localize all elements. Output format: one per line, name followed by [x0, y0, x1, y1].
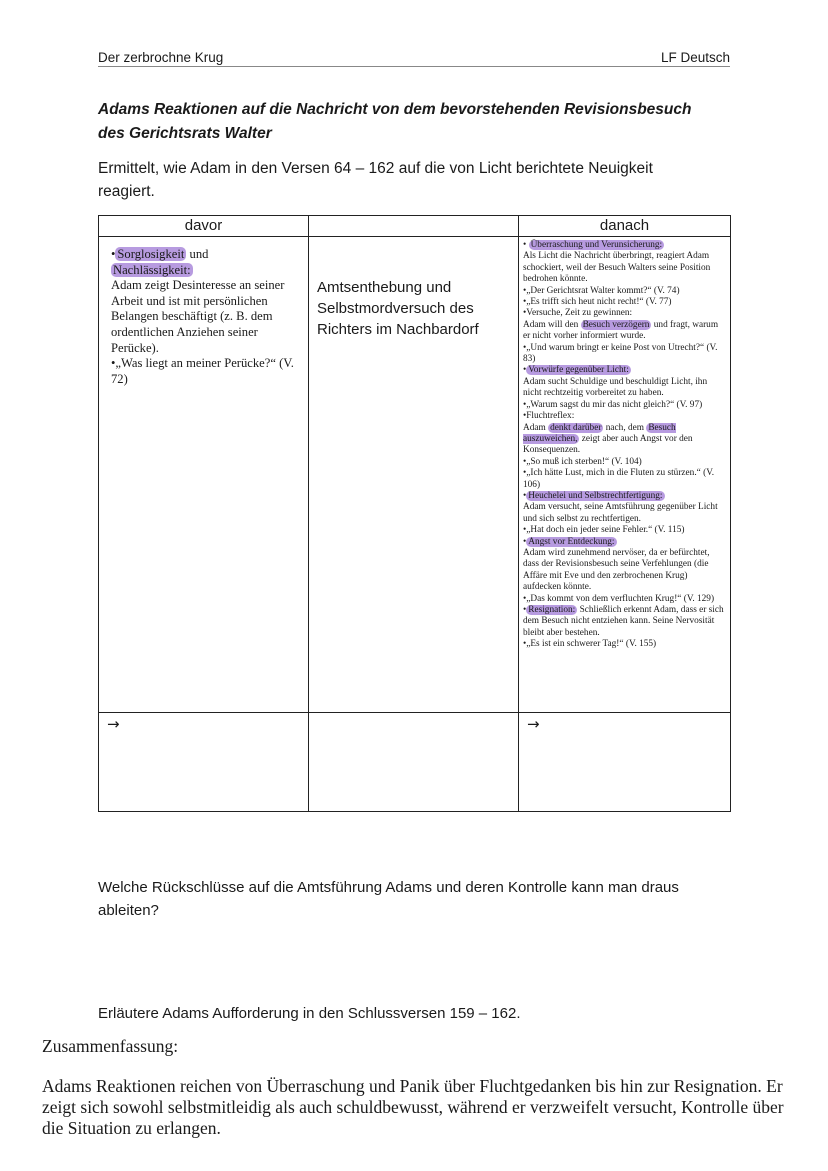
task-line-1: Ermittelt, wie Adam in den Versen 64 – 162 auf die von Licht berichtete Neuigkeit [98, 160, 653, 177]
cell-middle [309, 237, 519, 713]
flucht-text-b: nach, dem [605, 422, 644, 433]
quote-v115: •„Hat doch ein jeder seine Fehler.“ (V. 115) [523, 525, 685, 536]
highlight-sorglosigkeit: Sorglosigkeit [117, 247, 185, 261]
middle-line-1: Amtsenthebung und [317, 279, 452, 296]
ueberraschung-text: Als Licht die Nachricht überbringt, reagiert Adam schockiert, weil der Besuch Walters seine Position bedrohen könnte. [523, 251, 711, 285]
arrow-cell-middle [309, 713, 519, 812]
question-final-verses: Erläutere Adams Aufforderung in den Schlussversen 159 – 162. [98, 1005, 521, 1022]
resignation-text: Schließlich erkennt Adam, dass er sich dem Besuch nicht entziehen kann. Seine Nervosität bleibt aber bestehen. [523, 605, 724, 638]
highlight-nachlaessigkeit: Nachlässigkeit: [113, 262, 191, 277]
fluchtreflex-heading: •Fluchtreflex: [523, 411, 575, 422]
versuche-heading: •Versuche, Zeit zu gewinnen: [523, 308, 633, 319]
arrow-cell-left [99, 713, 309, 812]
versuche-text-b: und fragt, warum er nicht vorher informiert wurde. [523, 319, 719, 342]
page-header [98, 50, 730, 67]
quote-v77: •„Es trifft sich heut nicht recht!“ (V. 77) [523, 297, 672, 308]
highlight-ueberraschung: Überraschung und Verunsicherung: [530, 240, 663, 250]
arrow-cell-right [519, 713, 731, 812]
versuche-text-a: Adam will den [523, 319, 579, 330]
reaction-table [98, 215, 731, 812]
highlight-heuchelei: Heuchelei und Selbstrechtfertigung: [528, 490, 663, 501]
heuchelei-text: Adam versucht, seine Amtsführung gegenüber Licht und sich selbst zu rechtfertigen. [523, 502, 718, 524]
highlight-vorwuerfe: Vorwürfe gegenüber Licht: [528, 365, 629, 376]
angst-text: Adam wird zunehmend nervöser, da er befürchtet, dass der Revisionsbesuch seine Verfehlungen (die Affäre mit Eve und den zerbrochenen Krug) aufdecken könnte. [523, 547, 710, 593]
flucht-text-a: Adam [523, 422, 546, 433]
question-conclusions [98, 876, 738, 922]
header-title: Der zerbrochne Krug [98, 50, 224, 65]
question1-line-1: Welche Rückschlüsse auf die Amtsführung Adams und deren Kontrolle kann man draus [98, 879, 679, 896]
text-und: und [186, 247, 209, 261]
title-line-1: Adams Reaktionen auf die Nachricht von dem bevorstehenden Revisionsbesuch [98, 101, 692, 118]
worksheet-title [98, 98, 730, 146]
quote-v106: •„Ich hätte Lust, mich in die Fluten zu stürzen.“ (V. 106) [523, 468, 715, 490]
middle-line-2: Selbstmordversuch des [317, 300, 474, 317]
column-header-danach: danach [519, 216, 731, 237]
cell-danach: • Überraschung und Verunsicherung: Als Licht die Nachricht überbringt, reagiert Adam schockiert, weil der Besuch Walters seine Position bedrohen könnte. •„Der Gerichtsrat Walter kommt?“ (V. 74) •„Es trifft sich heut nicht recht!“ (V. 77) •Versuche, Zeit zu gewinnen: Adam will den Besuch verzögern und fragt, warum er nicht vorher informiert wurde. •„Und warum bringt er keine Post von Utrecht?“ (V. 83) • Vorwürfe gegenüber Licht: Adam sucht Schuldige und beschuldigt Licht, ihn nicht rechtzeitig vorbereitet zu haben. •„Warum sagst du mir das nicht gleich?“ (V. 97) •Fluchtreflex: Adam denkt darüber nach, dem Besuch auszuweichen, zeigt aber auch Angst vor den Konsequenzen. •„So muß ich sterben!“ (V. 104) •„Ich hätte Lust, mich in die Fluten zu stürzen.“ (V. 106) • Heuchelei und Selbstrechtfertigung: Adam versucht, seine Amtsführung gegenüber Licht und sich selbst zu rechtfertigen. •„Hat doch ein jeder seine Fehler.“ (V. 115) • Angst vor Entdeckung: Adam wird zunehmend nervöser, da er befürchtet, dass der Revisionsbesuch seine Verfehlungen (die Affäre mit Eve und den zerbrochenen Krug) aufdecken könnte. •„Das kommt von dem verfluchten Krug!“ (V. 129) • Resignation: Schließlich erkennt Adam, dass er sich dem Besuch nicht entziehen kann. Seine Nervosität bleibt aber bestehen. •„Es ist ein schwerer Tag!“ (V. 155) [519, 237, 731, 713]
header-subject: LF Deutsch [660, 50, 730, 65]
highlight-besuch-verzoegern: Besuch verzögern [582, 319, 650, 330]
middle-line-3: Richters im Nachbardorf [317, 321, 479, 338]
quote-v83: •„Und warum bringt er keine Post von Utrecht?“ (V. 83) [523, 342, 718, 365]
davor-quote: •„Was liegt an meiner Perücke?“ (V. 72) [111, 356, 294, 386]
quote-v104: •„So muß ich sterben!“ (V. 104) [523, 456, 642, 467]
quote-v97: •„Warum sagst du mir das nicht gleich?“ (V. 97) [523, 399, 703, 410]
flucht-text-c: zeigt aber auch Angst vor den Konsequenzen. [523, 433, 693, 456]
cell-davor: • Sorglosigkeit und Nachlässigkeit: Adam zeigt Desinteresse an seiner Arbeit und ist mit persönlichen Belangen beschäftigt (z. B. dem ordentlichen Anziehen seiner Perücke). •„Was liegt an meiner Perücke?“ (V. 72) [99, 237, 309, 713]
highlight-angst: Angst vor Entdeckung: [528, 536, 615, 547]
summary-heading: Zusammenfassung: [42, 1036, 179, 1056]
column-header-davor: davor [99, 216, 309, 237]
quote-v155: •„Es ist ein schwerer Tag!“ (V. 155) [523, 639, 657, 650]
highlight-resignation: Resignation: [528, 605, 576, 615]
vorwuerfe-text: Adam sucht Schuldige und beschuldigt Licht, ihn nicht rechtzeitig vorbereitet zu haben. [523, 376, 708, 399]
summary-text: Adams Reaktionen reichen von Überraschung und Panik über Fluchtgedanken bis hin zur Resignation. Er zeigt sich sowohl selbstmitleidig als auch schuldbewusst, während er verzweifelt versucht, Kontrolle über die Situation zu erlangen. [42, 1076, 784, 1138]
quote-v129: •„Das kommt von dem verfluchten Krug!“ (V. 129) [523, 593, 715, 604]
task-line-2: reagiert. [98, 183, 155, 200]
highlight-besuch-auszuweichen: Besuch auszuweichen, [523, 422, 676, 444]
question1-line-2: ableiten? [98, 902, 159, 919]
davor-description: Adam zeigt Desinteresse an seiner Arbeit und ist mit persönlichen Belangen beschäftigt (z. B. dem ordentlichen Anziehen seiner Perücke). [111, 278, 285, 355]
column-header-middle [309, 216, 519, 237]
quote-v74: •„Der Gerichtsrat Walter kommt?“ (V. 74) [523, 285, 680, 296]
arrow-right-icon: → [107, 715, 120, 733]
highlight-denkt-darueber: denkt darüber [550, 422, 602, 433]
title-line-2: des Gerichtsrats Walter [98, 125, 272, 142]
arrow-right-icon: → [527, 715, 540, 733]
task-instruction [98, 157, 718, 203]
